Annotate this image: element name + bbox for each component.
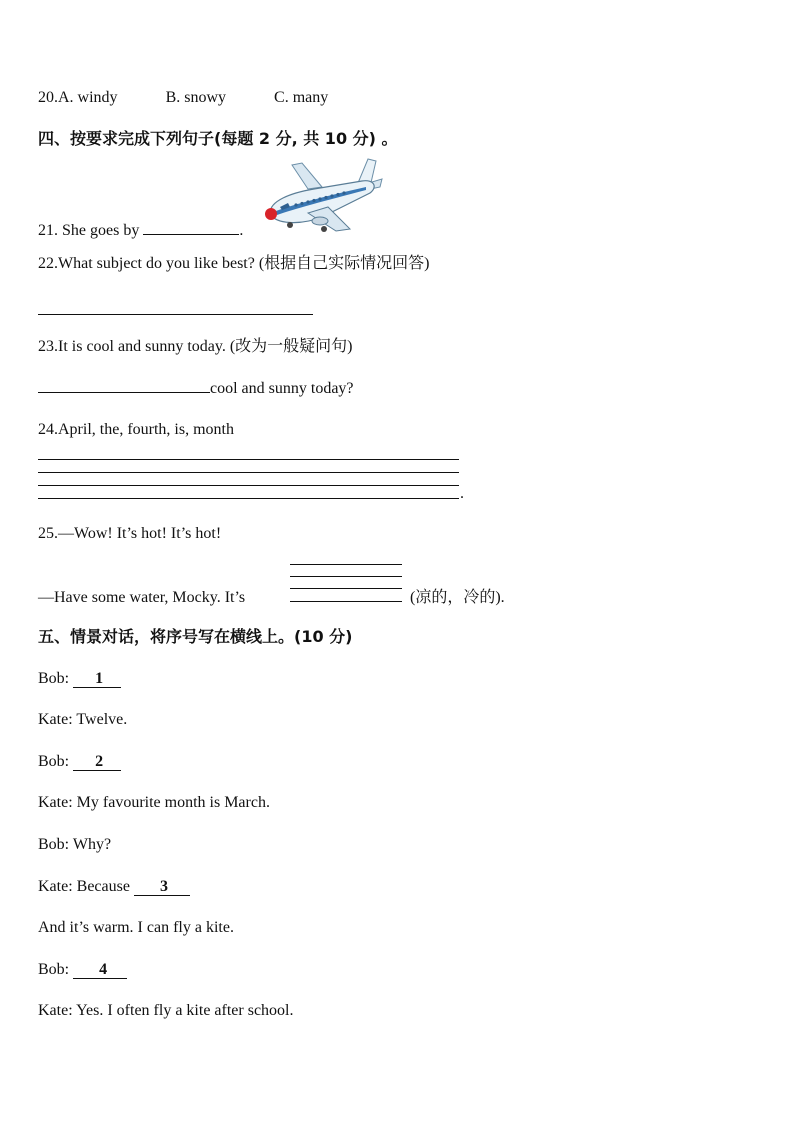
dialogue-line: [38, 752, 121, 772]
dialogue-line: [38, 835, 111, 855]
dialogue-line: [38, 793, 270, 813]
question-24: 24.April, the, fourth, is, month: [38, 421, 234, 438]
speaker: Bob:: [38, 961, 70, 978]
dialogue-text: Twelve.: [76, 711, 128, 728]
question-25-hint: (凉的，冷的).: [410, 589, 505, 606]
period: .: [460, 485, 464, 502]
answer-blank-2[interactable]: 2: [73, 754, 121, 771]
dialogue-text: Yes. I often fly a kite after school.: [76, 1002, 294, 1019]
answer-line[interactable]: [290, 601, 402, 602]
speaker: Bob:: [38, 753, 70, 770]
option-b: B. snowy: [165, 89, 227, 106]
answer-blank-1[interactable]: 1: [73, 671, 121, 688]
answer-line[interactable]: [290, 576, 402, 577]
section-5-heading: 五、情景对话，将序号写在横线上。(10 分): [38, 627, 353, 646]
question-21: [38, 220, 243, 241]
speaker: Kate:: [38, 794, 73, 811]
question-22: 22.What subject do you like best? (根据自己实际情况回答): [38, 255, 430, 272]
option-a: A. windy: [58, 89, 118, 106]
dialogue-text: Why?: [72, 836, 112, 853]
dialogue-text: Because: [76, 878, 130, 895]
answer-line[interactable]: [38, 472, 459, 473]
question-20: [38, 88, 328, 108]
answer-suffix: cool and sunny today?: [210, 380, 354, 397]
answer-line[interactable]: [38, 459, 459, 460]
speaker: Kate:: [38, 711, 73, 728]
speaker: Bob:: [38, 836, 70, 853]
dialogue-line: [38, 1001, 294, 1021]
dialogue-line: [38, 669, 121, 689]
question-number: 20.: [38, 89, 58, 106]
answer-blank-3[interactable]: 3: [134, 879, 190, 896]
section-4-heading: 四、按要求完成下列句子(每题 2 分, 共 10 分) 。: [38, 129, 398, 148]
dialogue-line: [38, 960, 127, 980]
question-23-answer: [38, 378, 354, 399]
dialogue-text: And it’s warm. I can fly a kite.: [38, 919, 234, 936]
dialogue-line: [38, 877, 190, 897]
question-21-text: 21. She goes by: [38, 222, 140, 239]
answer-line[interactable]: [38, 485, 459, 486]
answer-blank-4[interactable]: 4: [73, 962, 127, 979]
question-23: 23.It is cool and sunny today. (改为一般疑问句): [38, 338, 353, 355]
dialogue-line: [38, 918, 234, 938]
speaker: Kate:: [38, 878, 73, 895]
airplane-icon: [262, 157, 384, 235]
answer-line[interactable]: [290, 588, 402, 589]
answer-line[interactable]: [290, 564, 402, 565]
dialogue-text: My favourite month is March.: [76, 794, 270, 811]
option-c: C. many: [274, 89, 329, 106]
dialogue-line: [38, 710, 127, 730]
speaker: Bob:: [38, 670, 70, 687]
period: .: [239, 222, 244, 239]
question-25-line-2: —Have some water, Mocky. It’s: [38, 589, 246, 606]
answer-blank[interactable]: [38, 378, 210, 393]
speaker: Kate:: [38, 1002, 73, 1019]
answer-line[interactable]: [38, 498, 459, 499]
answer-blank[interactable]: [143, 220, 239, 235]
question-25-line-1: 25.—Wow! It’s hot! It’s hot!: [38, 525, 222, 542]
answer-line[interactable]: [38, 314, 313, 315]
